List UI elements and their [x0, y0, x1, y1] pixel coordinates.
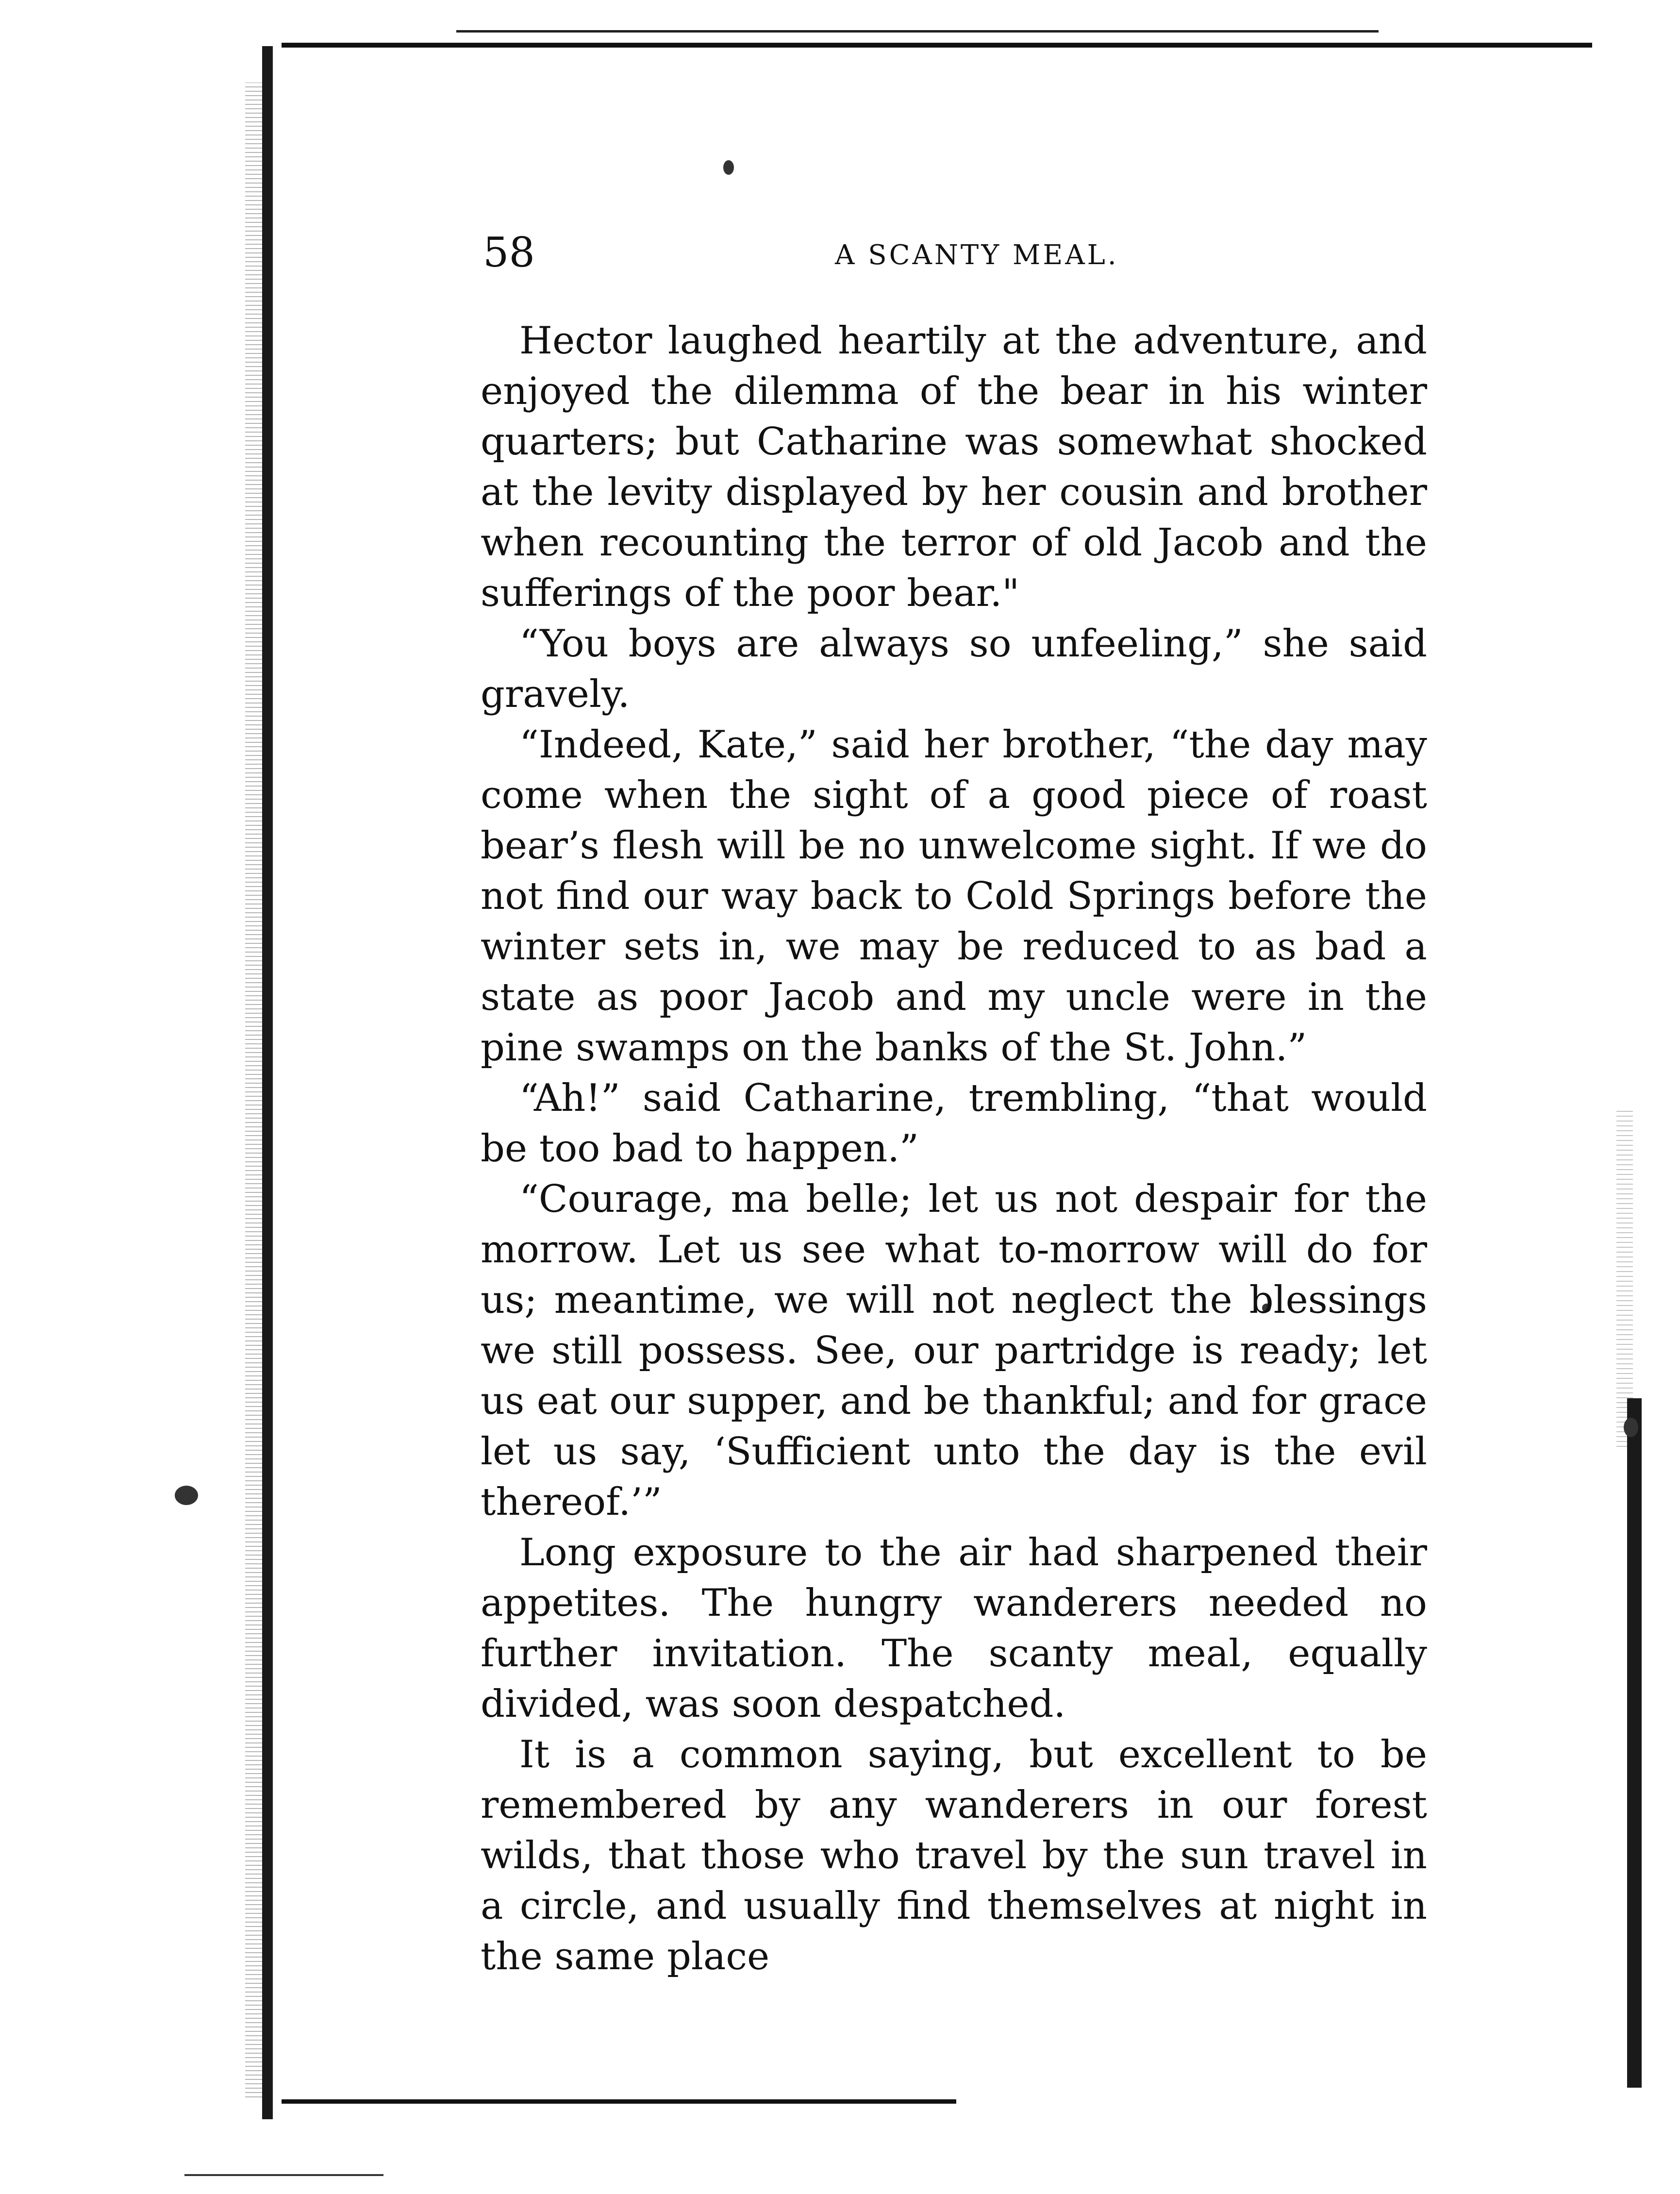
right-edge-hatch	[1616, 1107, 1633, 1447]
scan-speck	[175, 1486, 198, 1505]
page-border-left	[262, 46, 273, 2119]
paragraph: Hector laughed heartily at the adventure, and enjoyed the dilemma of the bear in his winter quarters; but Catharine was somewhat shocked at the levity displayed by her cousin and brother when recounting the terror of old Jacob and the sufferings of the poor bear."	[481, 319, 1427, 615]
paragraph: “Courage, ma belle; let us not despair for the morrow. Let us see what to-morrow will do for us; meantime, we will not neglect the blessings we still possess. See, our partridge is ready; let us eat our supper, and be thankful; and for grace let us say, ‘Sufficient unto the day is the evil thereof.’”	[481, 1177, 1427, 1524]
binding-edge-hatch	[245, 83, 264, 2097]
scan-speck	[1624, 1418, 1638, 1437]
page-number: 58	[483, 229, 535, 276]
paragraph: “Ah!” said Catharine, trembling, “that would be too bad to happen.”	[481, 1076, 1427, 1171]
page-border-top	[282, 43, 1592, 48]
paragraph: Long exposure to the air had sharpened their appetites. The hungry wanderers needed no further invitation. The scanty meal, equally divided, was soon despatched.	[481, 1531, 1427, 1726]
paragraph: “Indeed, Kate,” said her brother, “the day may come when the sight of a good piece of roast bear’s flesh will be no unwelcome sight. If we do not find our way back to Cold Springs before the winter sets in, we may be reduced to as bad a state as poor Jacob and my uncle were in the pine swamps on the banks of the St. John.”	[481, 723, 1427, 1070]
page-border-right	[1627, 1398, 1642, 2088]
paragraph: “You boys are always so unfeeling,” she said gravely.	[481, 622, 1427, 716]
paragraph: It is a common saying, but excellent to be remembered by any wanderers in our forest wilds, that those who travel by the sun travel in a circle, and usually find themselves at night in the same place	[481, 1733, 1427, 1978]
running-head: A SCANTY MEAL.	[835, 239, 1119, 271]
page-border-bottom-thin	[184, 2174, 383, 2176]
page-border-bottom	[282, 2099, 956, 2104]
page-border-top-thin	[456, 30, 1379, 33]
body-text	[481, 316, 1427, 1982]
scan-speck	[723, 160, 734, 175]
